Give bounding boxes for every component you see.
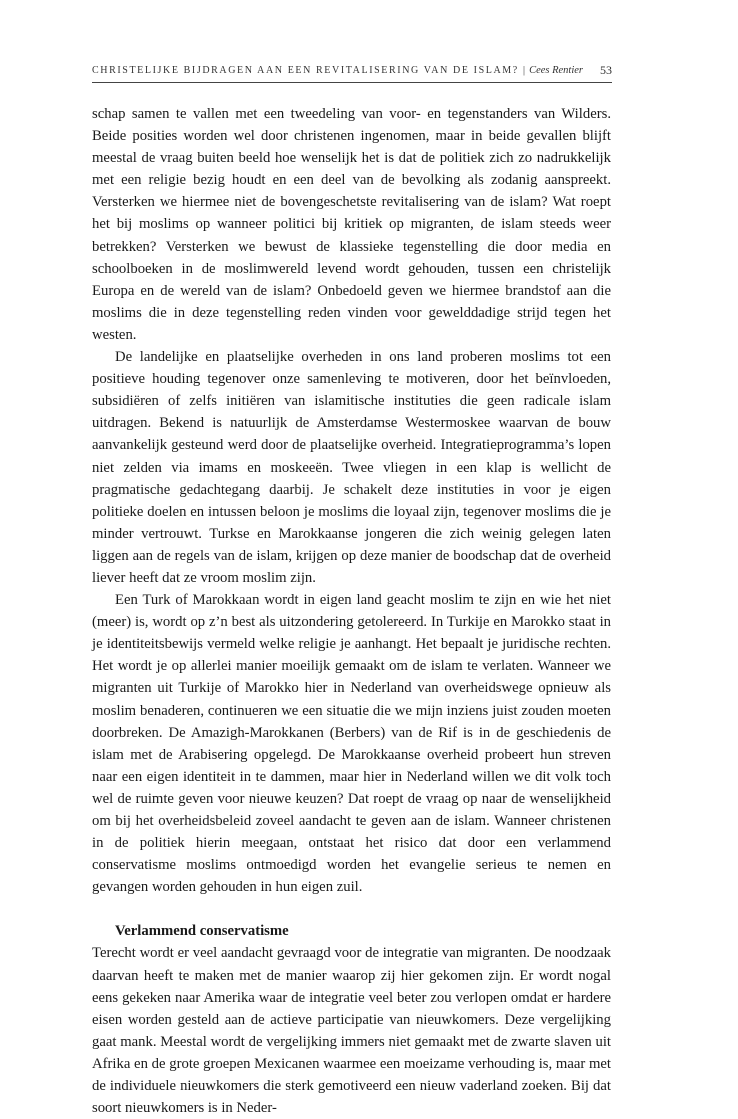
paragraph-continued: schap samen te vallen met een tweedeling van voor- en tegenstanders van Wilders. Beide posities worden wel door christenen ingenomen, maar in beide gevallen blijft meestal de vraag buiten beeld hoe wenselijk het is dat de politiek zich zo nadrukkelijk met een religie bezig houdt en een deel van de bevolking als zodanig aanspreekt. Versterken we hiermee niet de bovengeschetste revitalisering van de islam? Wat roept het bij moslims op wanneer politici bij kritiek op migranten, de islam steeds weer betrekken? Versterken we bewust de klassieke tegenstelling die door media en schoolboeken in de moslimwereld levend wordt gehouden, tussen een christelijk Europa en de wereld van de islam? Onbedoeld geven we hiermee brandstof aan die moslims die in deze tegenstelling reden vinden voor gewelddadige strijd tegen het westen. — [92, 106, 611, 343]
page-number: 53 — [600, 63, 612, 77]
header-author: Cees Rentier — [529, 65, 584, 76]
header-title-line — [92, 65, 583, 76]
paragraph: De landelijke en plaatselijke overheden in ons land proberen moslims tot een positieve houding tegenover onze samenleving te motiveren, door het beïnvloeden, subsidiëren of zelfs initiëren van islamitische instituties die geen radicale islam uitdragen. Bekend is natuurlijk de Amsterdamse Westermoskee waarvan de bouw aanvankelijk gesteund werd door de plaatselijke overheid. Integratieprogramma’s lopen niet zelden via imams en moskeeën. Twee vliegen in een klap is wellicht de pragmatische gedachtegang daarbij. Je schakelt deze instituties in voor je eigen politieke doelen en intussen beloon je moslims die loyaal zijn, tegenover moslims die je minder vertrouwt. Turkse en Marokkaanse jongeren die zich weinig gelegen laten liggen aan de regels van de islam, krijgen op deze manier de boodschap dat de overheid liever heeft dat ze vroom moslim zijn. — [92, 349, 611, 586]
section-heading: Verlammend conservatisme — [115, 923, 289, 940]
running-header — [92, 62, 612, 83]
header-title: CHRISTELIJKE BIJDRAGEN AAN EEN REVITALISERING VAN DE ISLAM? — [92, 65, 519, 76]
header-separator: | — [522, 65, 525, 76]
section-paragraph: Terecht wordt er veel aandacht gevraagd voor de integratie van migranten. De noodzaak daarvan heeft te maken met de manier waarop zij hier gekomen zijn. Er wordt nogal eens gekeken naar Amerika waar de integratie veel beter zou verlopen omdat er hardere eisen worden gesteld aan de actieve participatie van nieuwkomers. Deze vergelijking gaat mank. Meestal wordt de vergelijking immers niet gemaakt met de zwarte slaven uit Afrika en de grote groepen Mexicanen waarmee een moeizame verhouding is, maar met de individuele nieuwkomers die sterk gemotiveerd een nieuw vaderland zoeken. Bij dat soort nieuwkomers is in Neder- — [92, 945, 611, 1117]
paragraph: Een Turk of Marokkaan wordt in eigen land geacht moslim te zijn en wie het niet (meer) is, wordt op z’n best als uitzondering getolereerd. In Turkije en Marokko staat in je identiteitsbewijs vermeld welke religie je aanhangt. Het bepaalt je juridische rechten. Het wordt je op allerlei manier moeilijk gemaakt om de islam te verlaten. Wanneer we migranten uit Turkije of Marokko hier in Nederland van overheidswege opnieuw als moslim benaderen, continueren we een situatie die we mijn inziens juist zouden moeten doorbreken. De Amazigh-Marokkanen (Berbers) van de Rif is in de geschiedenis de islam met de Arabisering opgelegd. De Marokkaanse overheid probeert hun streven naar een eigen identiteit in te dammen, maar hier in Nederland willen we dit volk toch wel de ruimte geven voor nieuwe keuzen? Dat roept de vraag op naar de wenselijkheid om bij het overheidsbeleid zoveel aandacht te geven aan de islam. Wanneer christenen in de politiek hierin meegaan, ontstaat het risico dat door een verlammend conservatisme moslims ontmoedigd worden het evangelie serieus te nemen en gevangen worden gehouden in hun eigen zuil. — [92, 592, 611, 896]
body-text — [92, 103, 611, 1119]
